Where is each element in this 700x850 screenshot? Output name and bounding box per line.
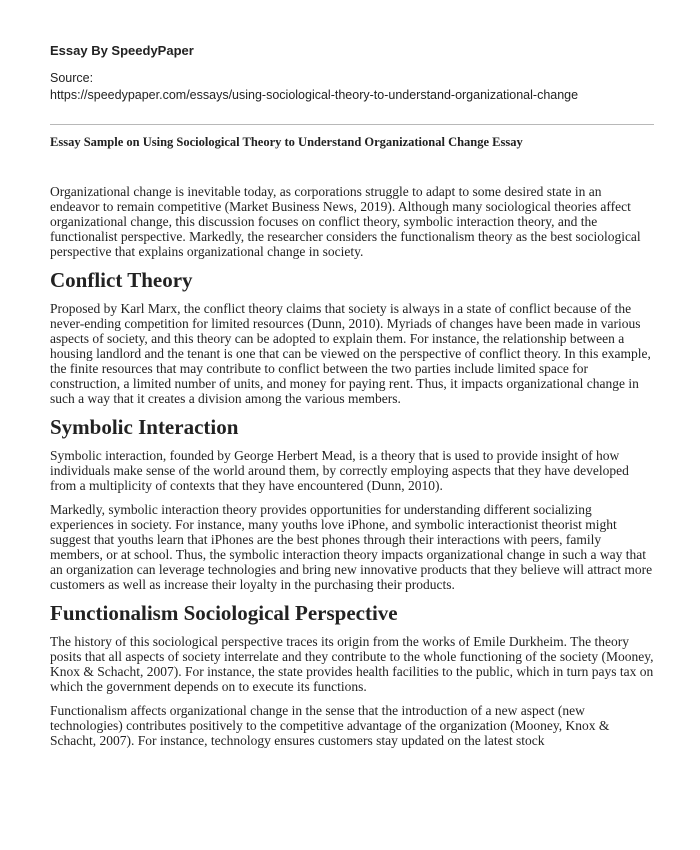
- section-heading-conflict-theory: Conflict Theory: [50, 268, 193, 292]
- section-heading-functionalism: Functionalism Sociological Perspective: [50, 601, 398, 625]
- essay-title: Essay Sample on Using Sociological Theory to Understand Organizational Change Essay: [50, 135, 523, 149]
- essay-by-label: Essay By SpeedyPaper: [50, 43, 194, 58]
- header-divider: [50, 124, 654, 125]
- section-paragraph: Symbolic interaction, founded by George Herbert Mead, is a theory that is used to provide insight of how individuals make sense of the world around them, by correctly employing aspects that they have developed from a multiplicity of contexts that they have encountered (Dunn, 2010).: [50, 448, 629, 493]
- intro-paragraph: Organizational change is inevitable today, as corporations struggle to adapt to some desired state in an endeavor to remain competitive (Market Business News, 2019). Although many sociological theories affect organizational change, this discussion focuses on conflict theory, symbolic interaction theory, and the functionalist perspective. Markedly, the researcher considers the functionalism theory as the best sociological perspective that explains organizational change in society.: [50, 184, 641, 259]
- source-url-link[interactable]: https://speedypaper.com/essays/using-sociological-theory-to-understand-organizational-change: [50, 88, 579, 102]
- section-heading-symbolic-interaction: Symbolic Interaction: [50, 415, 239, 439]
- section-paragraph: The history of this sociological perspective traces its origin from the works of Emile Durkheim. The theory posits that all aspects of society interrelate and they contribute to the whole functioning of the society (Mooney, Knox & Schacht, 2007). For instance, the state provides health facilities to the public, which in turn pays tax on which the government depends on to execute its functions.: [50, 634, 654, 694]
- source-block: [50, 70, 654, 104]
- section-paragraph: Proposed by Karl Marx, the conflict theory claims that society is always in a state of conflict because of the never-ending competition for limited resources (Dunn, 2010). Myriads of changes have been made in various aspects of society, and this theory can be adopted to explain them. For instance, the relationship between a housing landlord and the tenant is one that can be viewed on the perspective of conflict theory. In this example, the finite resources that may contribute to conflict between the two parties include limited space for construction, a limited number of units, and money for paying rent. Thus, it impacts organizational change in such a way that it creates a division among the various members.: [50, 301, 651, 406]
- source-label: Source:: [50, 71, 94, 85]
- section-paragraph: Functionalism affects organizational change in the sense that the introduction of a new aspect (new technologies) contributes positively to the competitive advantage of the organization (Mooney, Knox & Schacht, 2007). For instance, technology ensures customers stay updated on the latest stock: [50, 703, 610, 748]
- essay-body: [50, 184, 654, 757]
- section-paragraph: Markedly, symbolic interaction theory provides opportunities for understanding different socializing experiences in society. For instance, many youths love iPhone, and symbolic interactionist theorist might suggest that youths learn that iPhones are the best phones through their interactions with peers, family members, or at school. Thus, the symbolic interaction theory impacts organizational change in such a way that an organization can leverage technologies and bring new innovative products that they believe will attract more customers as well as increase their loyalty in the purchasing their products.: [50, 502, 653, 592]
